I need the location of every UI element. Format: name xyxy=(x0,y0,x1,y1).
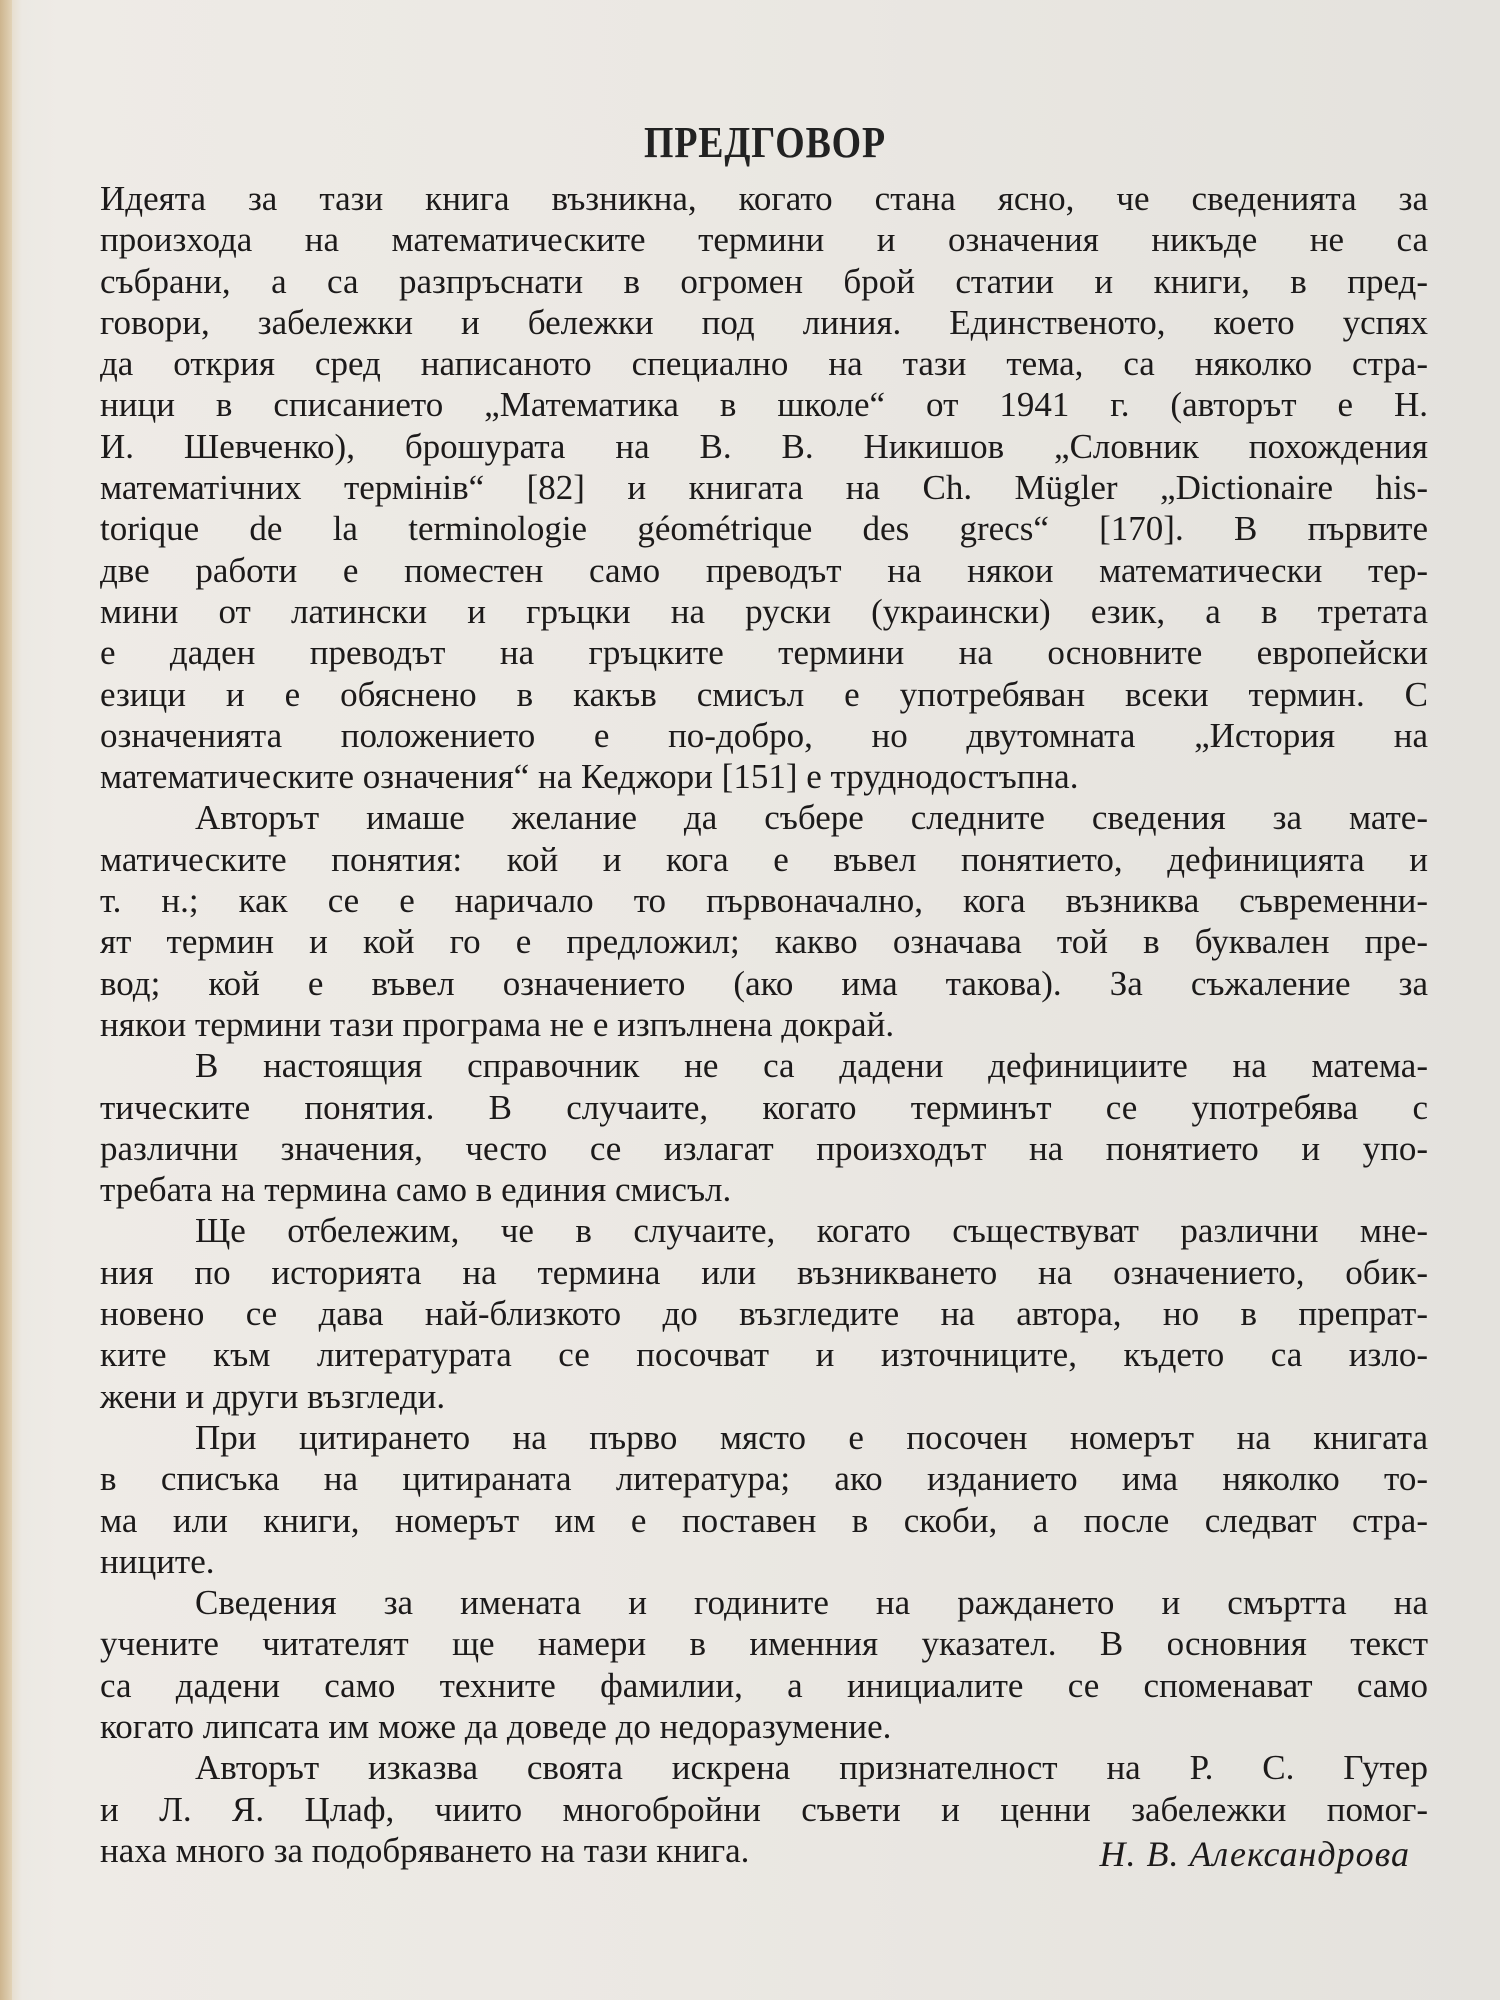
author-signature: Н. В. Александрова xyxy=(1099,1834,1410,1874)
text-line: ките към литературата се посочват и източниците, където са изло- xyxy=(100,1335,1428,1375)
text-line: ма или книги, номерът им е поставен в скоби, а после следват стра- xyxy=(100,1500,1428,1540)
paragraph xyxy=(100,1582,1428,1747)
paragraph xyxy=(100,1417,1428,1582)
page-title: ПРЕДГОВОР xyxy=(644,118,886,168)
text-line: Ще отбележим, че в случаите, когато съществуват различни мне- xyxy=(195,1211,1428,1251)
text-line: новено се дава най-близкото до възгледите на автора, но в препрат- xyxy=(100,1294,1428,1334)
text-line: произхода на математическите термини и означения никъде не са xyxy=(100,220,1428,260)
text-line: са дадени само техните фамилии, а инициалите се споменават само xyxy=(100,1665,1428,1705)
text-line: И. Шевченко), брошурата на В. В. Никишов „Словник похождения xyxy=(100,426,1428,466)
text-line: При цитирането на първо място е посочен номерът на книгата xyxy=(195,1417,1428,1457)
text-line: Авторът имаше желание да събере следните сведения за мате- xyxy=(195,798,1428,838)
preface-body xyxy=(100,178,1428,1871)
text-line: т. н.; как се е наричало то първоначално, кога възниква съвременни- xyxy=(100,881,1428,921)
text-line: и Л. Я. Цлаф, чиито многобройни съвети и ценни забележки помог- xyxy=(100,1789,1428,1829)
paragraph xyxy=(100,797,1428,1045)
text-line: вод; кой е въвел означението (ако има такова). За съжаление за xyxy=(100,963,1428,1003)
text-line: събрани, а са разпръснати в огромен брой статии и книги, в пред- xyxy=(100,261,1428,301)
text-line: наха много за подобряването на тази книга. xyxy=(100,1830,750,1870)
text-line: Авторът изказва своята искрена признателност на Р. С. Гутер xyxy=(195,1748,1428,1788)
text-line: различни значения, често се излагат произходът на понятието и упо- xyxy=(100,1128,1428,1168)
text-line: учените читателят ще намери в именния указател. В основния текст xyxy=(100,1624,1428,1664)
text-line: Сведения за имената и годините на раждането и смъртта на xyxy=(195,1583,1428,1623)
text-line: ниците. xyxy=(100,1541,215,1581)
paragraph xyxy=(100,1210,1428,1416)
text-line: езици и е обяснено в какъв смисъл е употребяван всеки термин. С xyxy=(100,674,1428,714)
text-line: да открия сред написаното специално на тази тема, са няколко стра- xyxy=(100,344,1428,384)
text-line: тическите понятия. В случаите, когато терминът се употребява с xyxy=(100,1087,1428,1127)
book-spine-edge xyxy=(0,0,12,2000)
text-line: когато липсата им може да доведе до недоразумение. xyxy=(100,1706,892,1746)
text-line: математическите означения“ на Кеджори [151] е труднодостъпна. xyxy=(100,757,1079,797)
text-line: Идеята за тази книга възникна, когато стана ясно, че сведенията за xyxy=(100,179,1428,218)
text-line: е даден преводът на гръцките термини на основните европейски xyxy=(100,633,1428,673)
paragraph xyxy=(100,1045,1428,1210)
text-line: требата на термина само в единия смисъл. xyxy=(100,1170,732,1210)
text-line: мини от латински и гръцки на руски (украински) език, а в третата xyxy=(100,591,1428,631)
text-line: в списъка на цитираната литература; ако изданието има няколко то- xyxy=(100,1459,1428,1499)
paragraph xyxy=(100,178,1428,797)
text-line: жени и други възгледи. xyxy=(100,1376,446,1416)
text-line: две работи е поместен само преводът на някои математически тер- xyxy=(100,550,1428,590)
text-line: матическите понятия: кой и кога е въвел понятието, дефиницията и xyxy=(100,839,1428,879)
text-line: ници в списанието „Математика в школе“ от 1941 г. (авторът е Н. xyxy=(100,385,1428,425)
text-line: ния по историята на термина или възникването на означението, обик- xyxy=(100,1252,1428,1292)
text-line: означенията положението е по-добро, но двутомната „История на xyxy=(100,715,1428,755)
text-line: В настоящия справочник не са дадени дефинициите на матема- xyxy=(195,1046,1428,1086)
text-line: ят термин и кой го е предложил; какво означава той в буквален пре- xyxy=(100,922,1428,962)
text-line: говори, забележки и бележки под линия. Единственото, което успях xyxy=(100,302,1428,342)
text-line: някои термини тази програма не е изпълнена докрай. xyxy=(100,1004,895,1044)
text-line: математічних термінів“ [82] и книгата на Ch. Mügler „Dictionaire his- xyxy=(100,468,1428,508)
text-line: torique de la terminologie géométrique des grecs“ [170]. В първите xyxy=(100,509,1428,549)
